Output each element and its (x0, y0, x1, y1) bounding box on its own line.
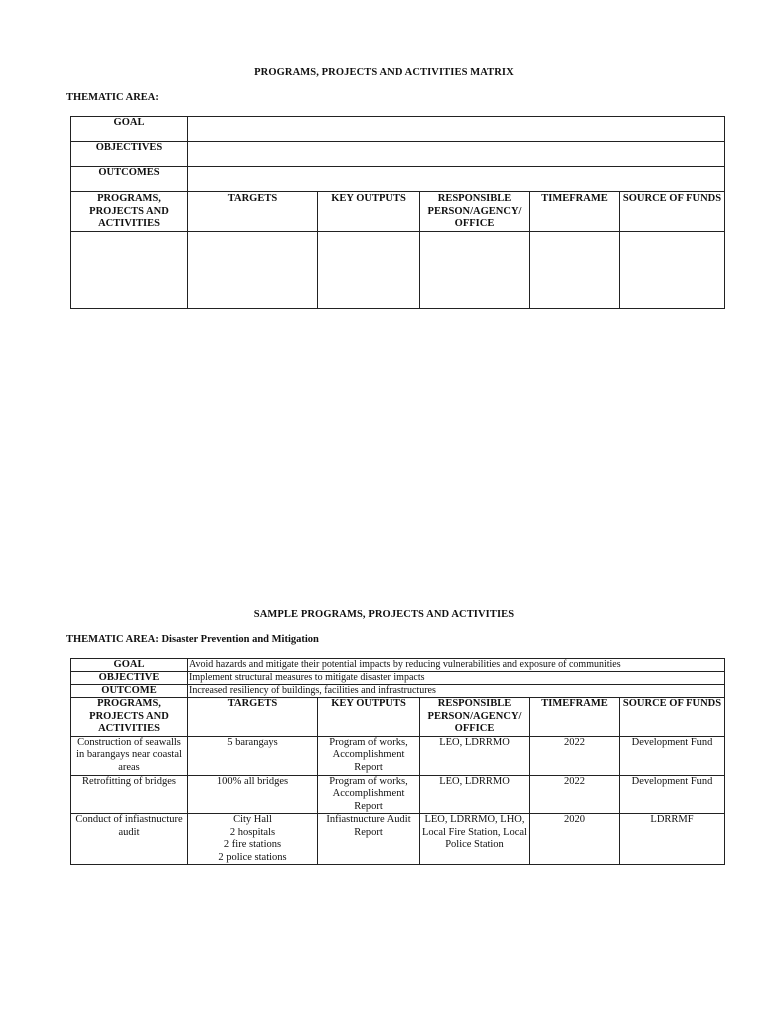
goal-label: GOAL (71, 659, 188, 672)
outputs-cell: Infiastnucture Audit Report (318, 814, 420, 865)
responsible-cell: LEO, LDRRMO, LHO, Local Fire Station, Local Police Station (420, 814, 530, 865)
objective-row (71, 672, 725, 685)
matrix-title: PROGRAMS, PROJECTS AND ACTIVITIES MATRIX (254, 67, 514, 78)
target-line: 2 hospitals (229, 826, 276, 838)
outcome-label: OUTCOME (71, 685, 188, 698)
timeframe-cell: 2022 (530, 736, 620, 775)
goal-cell (188, 117, 725, 142)
table-row (71, 775, 725, 814)
col-header-responsible: RESPONSIBLE PERSON/AGENCY/ OFFICE (420, 192, 530, 232)
thematic-area-label: THEMATIC AREA: (66, 92, 159, 103)
table-row (71, 814, 725, 865)
col-header-key-outputs: KEY OUTPUTS (318, 192, 420, 232)
program-cell: Construction of seawalls in barangays near coastal areas (71, 736, 188, 775)
outputs-cell: Program of works, Accomplishment Report (318, 775, 420, 814)
empty-cell (188, 231, 318, 308)
targets-cell: 100% all bridges (188, 775, 318, 814)
target-line: City Hall (233, 814, 272, 825)
sample-title: SAMPLE PROGRAMS, PROJECTS AND ACTIVITIES (253, 609, 515, 620)
table-row (71, 231, 725, 308)
header-row (71, 698, 725, 737)
col-header-source-of-funds: SOURCE OF FUNDS (620, 192, 725, 232)
goal-value: Avoid hazards and mitigate their potential impacts by reducing vulnerabilities and exposure of communities (188, 659, 725, 672)
objectives-cell (188, 142, 725, 167)
goal-row (71, 117, 725, 142)
objective-value: Implement structural measures to mitigate disaster impacts (188, 672, 725, 685)
responsible-cell: LEO, LDRRMO (420, 736, 530, 775)
table-row (71, 736, 725, 775)
targets-cell (188, 814, 318, 865)
col-header-programs: PROGRAMS, PROJECTS AND ACTIVITIES (71, 192, 188, 232)
target-line: 2 police stations (218, 851, 287, 863)
ppa-matrix-template-table (70, 116, 725, 309)
objective-label: OBJECTIVE (71, 672, 188, 685)
targets-cell: 5 barangays (188, 736, 318, 775)
empty-cell (620, 231, 725, 308)
sample-thematic-area: THEMATIC AREA: Disaster Prevention and Mitigation (66, 634, 319, 645)
outcomes-cell (188, 167, 725, 192)
funds-cell: LDRRMF (620, 814, 725, 865)
outputs-cell: Program of works, Accomplishment Report (318, 736, 420, 775)
timeframe-cell: 2022 (530, 775, 620, 814)
goal-label: GOAL (71, 117, 188, 142)
col-header-targets: TARGETS (188, 698, 318, 737)
funds-cell: Development Fund (620, 736, 725, 775)
col-header-responsible: RESPONSIBLE PERSON/AGENCY/ OFFICE (420, 698, 530, 737)
objectives-row (71, 142, 725, 167)
funds-cell: Development Fund (620, 775, 725, 814)
col-header-timeframe: TIMEFRAME (530, 192, 620, 232)
col-header-key-outputs: KEY OUTPUTS (318, 698, 420, 737)
col-header-timeframe: TIMEFRAME (530, 698, 620, 737)
outcomes-row (71, 167, 725, 192)
empty-cell (530, 231, 620, 308)
outcome-value: Increased resiliency of buildings, facilities and infrastructures (188, 685, 725, 698)
col-header-source-of-funds: SOURCE OF FUNDS (620, 698, 725, 737)
col-header-programs: PROGRAMS, PROJECTS AND ACTIVITIES (71, 698, 188, 737)
col-header-targets: TARGETS (188, 192, 318, 232)
objectives-label: OBJECTIVES (71, 142, 188, 167)
program-cell: Retrofitting of bridges (71, 775, 188, 814)
outcome-row (71, 685, 725, 698)
target-line: 2 fire stations (223, 839, 282, 850)
goal-row (71, 659, 725, 672)
empty-cell (420, 231, 530, 308)
empty-cell (71, 231, 188, 308)
ppa-sample-table (70, 658, 725, 865)
program-cell: Conduct of infiastnucture audit (71, 814, 188, 865)
empty-cell (318, 231, 420, 308)
header-row (71, 192, 725, 232)
timeframe-cell: 2020 (530, 814, 620, 865)
outcomes-label: OUTCOMES (71, 167, 188, 192)
responsible-cell: LEO, LDRRMO (420, 775, 530, 814)
